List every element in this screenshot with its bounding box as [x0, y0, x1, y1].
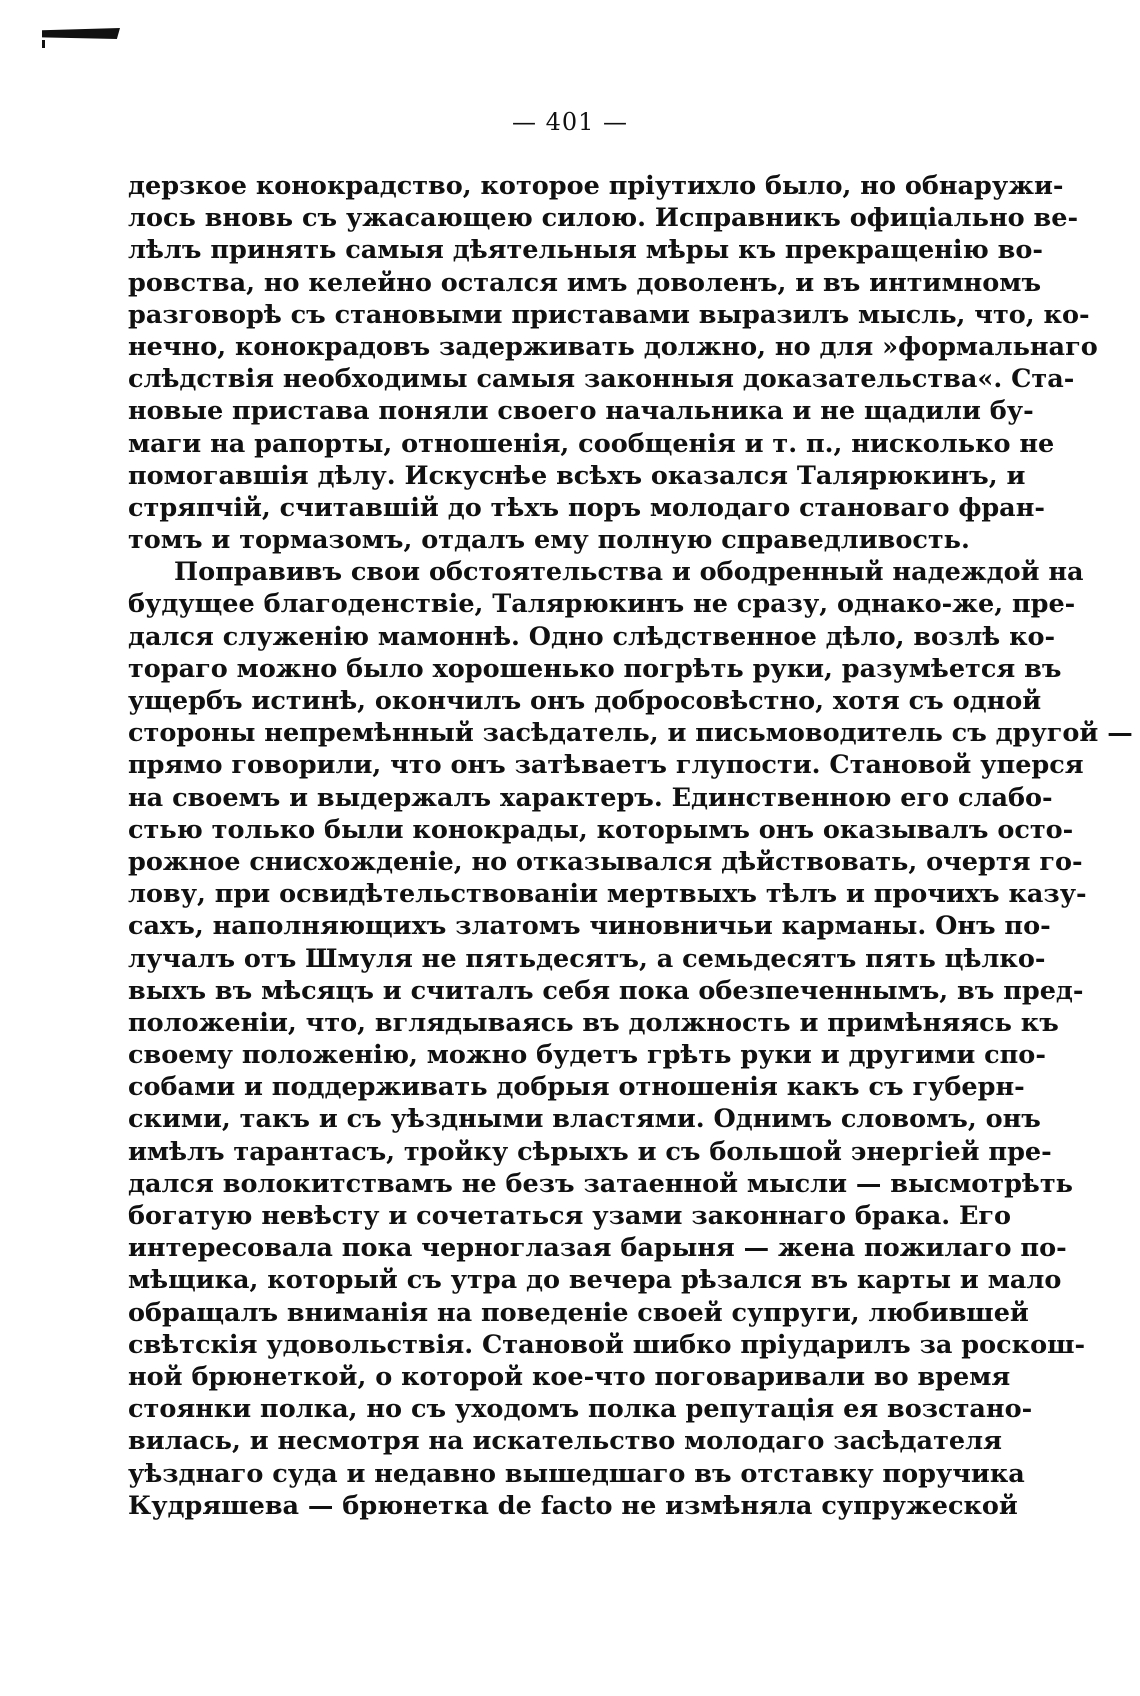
text-line: стороны непремѣнный засѣдатель, и письмоводитель съ другой —	[128, 718, 1133, 749]
text-line: свѣтскія удовольствія. Становой шибко пріударилъ за роскош-	[128, 1329, 1086, 1360]
text-line: рожное снисхожденіе, но отказывался дѣйствовать, очертя го-	[128, 846, 1083, 877]
text-line: ной брюнеткой, о которой кое-что поговаривали во время	[128, 1361, 1011, 1392]
text-line: будущее благоденствіе, Талярюкинъ не сразу, однако-же, пре-	[128, 589, 1076, 620]
text-line: лѣлъ принять самыя дѣятельныя мѣры къ прекращенію во-	[128, 235, 1043, 266]
text-line: лучалъ отъ Шмуля не пятьдесятъ, а семьдесятъ пять цѣлко-	[128, 943, 1046, 974]
text-line: томъ и тормазомъ, отдалъ ему полную справедливость.	[128, 525, 970, 556]
text-line: помогавшія дѣлу. Искуснѣе всѣхъ оказался Талярюкинъ, и	[128, 460, 1026, 491]
text-line: интересовала пока черноглазая барыня — жена пожилаго по-	[128, 1233, 1067, 1264]
text-line: уѣзднаго суда и недавно вышедшаго въ отставку поручика	[128, 1458, 1025, 1489]
page-number: — 401 —	[511, 108, 629, 136]
text-line: скими, такъ и съ уѣздными властями. Однимъ словомъ, онъ	[128, 1104, 1041, 1135]
text-line: ущербъ истинѣ, окончилъ онъ добросовѣстно, хотя съ одной	[128, 686, 1042, 716]
text-line: имѣлъ тарантасъ, тройку сѣрыхъ и съ большой энергіей пре-	[128, 1136, 1052, 1167]
text-line: мѣщика, который съ утра до вечера рѣзался въ карты и мало	[128, 1265, 1062, 1296]
body-text	[128, 170, 1133, 1522]
scan-smudge-tick	[42, 40, 45, 48]
text-line: дался служенію мамоннѣ. Одно слѣдственное дѣло, возлѣ ко-	[128, 621, 1056, 652]
text-line: стоянки полка, но съ уходомъ полка репутація ея возстано-	[128, 1394, 1033, 1425]
text-line: разговорѣ съ становыми приставами выразилъ мысль, что, ко-	[128, 299, 1090, 330]
text-line: сахъ, наполняющихъ златомъ чиновничьи карманы. Онъ по-	[128, 911, 1051, 942]
text-line: дерзкое конокрадство, которое пріутихло было, но обнаружи-	[128, 171, 1064, 201]
text-line: обращалъ вниманія на поведеніе своей супруги, любившей	[128, 1297, 1029, 1328]
text-line: стью только были конокрады, которымъ онъ оказывалъ осто-	[128, 814, 1074, 845]
text-line: прямо говорили, что онъ затѣваетъ глупости. Становой уперся	[128, 750, 1084, 781]
text-line: лову, при освидѣтельствованіи мертвыхъ тѣлъ и прочихъ казу-	[128, 879, 1087, 910]
text-line: на своемъ и выдержалъ характеръ. Единственною его слабо-	[128, 782, 1053, 813]
text-line: лось вновь съ ужасающею силою. Исправникъ офиціально ве-	[128, 203, 1079, 234]
scan-smudge-mark	[42, 28, 120, 39]
paragraph-2	[128, 556, 1133, 1522]
text-line: выхъ въ мѣсяцъ и считалъ себя пока обезпеченнымъ, въ пред-	[128, 975, 1084, 1006]
text-line: стряпчій, считавшій до тѣхъ поръ молодаго становаго фран-	[128, 492, 1045, 523]
text-line: маги на рапорты, отношенія, сообщенія и т. п., нисколько не	[128, 428, 1055, 459]
text-line: ровства, но келейно остался имъ доволенъ, и въ интимномъ	[128, 267, 1042, 298]
text-line: Кудряшева — брюнетка de facto не измѣняла супружеской	[128, 1490, 1018, 1521]
text-line: своему положенію, можно будетъ грѣть руки и другими спо-	[128, 1040, 1046, 1071]
paragraph-1	[128, 170, 1098, 556]
text-line: нечно, конокрадовъ задерживать должно, но для »формальнаго	[128, 331, 1098, 362]
text-line: Поправивъ свои обстоятельства и ободренный надеждой на	[174, 557, 1084, 588]
text-line: дался волокитствамъ не безъ затаенной мысли — высмотрѣть	[128, 1168, 1073, 1199]
text-line: богатую невѣсту и сочетаться узами законнаго брака. Его	[128, 1201, 1012, 1231]
text-line: тораго можно было хорошенько погрѣть руки, разумѣется въ	[128, 653, 1062, 684]
text-line: вилась, и несмотря на искательство молодаго засѣдателя	[128, 1426, 1002, 1457]
text-line: положеніи, что, вглядываясь въ должность и примѣняясь къ	[128, 1007, 1059, 1038]
text-line: новые пристава поняли своего начальника и не щадили бу-	[128, 396, 1034, 427]
text-line: слѣдствія необходимы самыя законныя доказательства«. Ста-	[128, 364, 1075, 395]
text-line: собами и поддерживать добрыя отношенія какъ съ губерн-	[128, 1072, 1025, 1103]
